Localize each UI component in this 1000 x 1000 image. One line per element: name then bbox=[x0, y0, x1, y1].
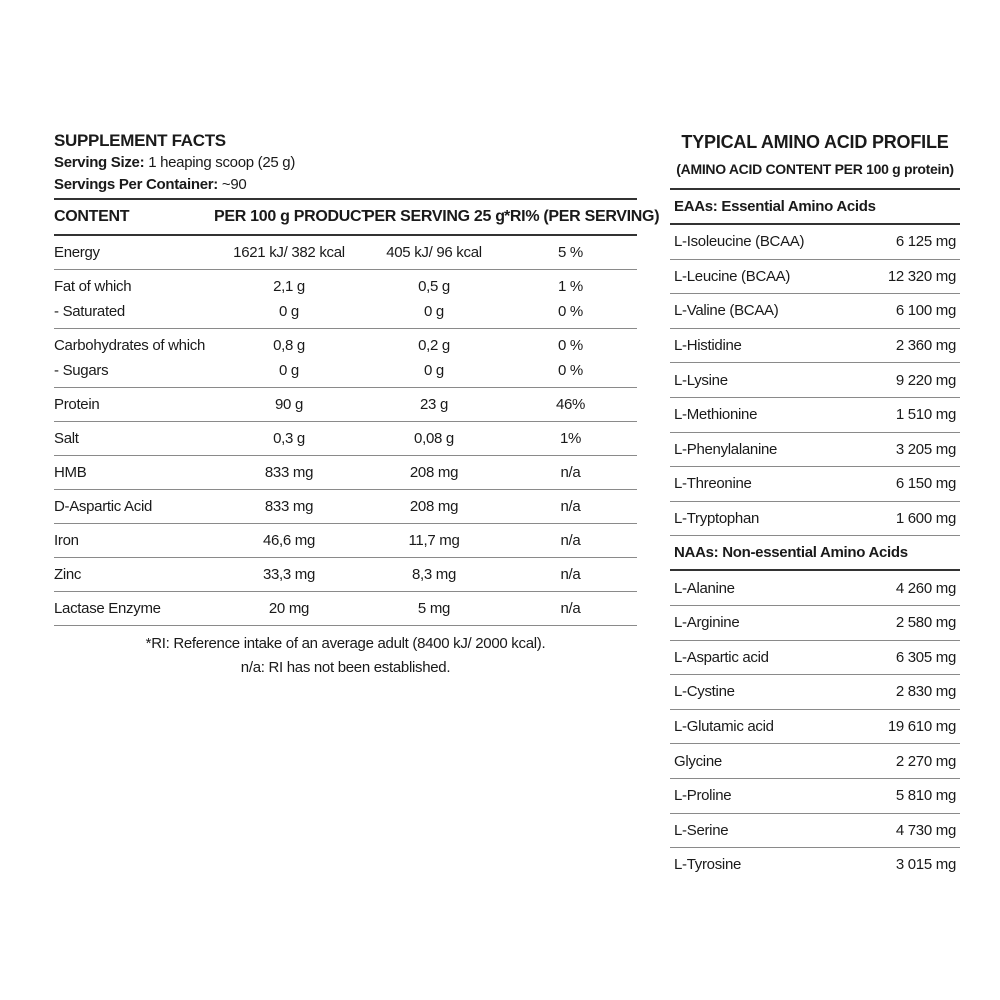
per-serving-value: 11,7 mg bbox=[408, 532, 460, 549]
amino-acid-row bbox=[670, 363, 960, 398]
amino-acid-value: 2 580 mg bbox=[895, 614, 956, 632]
amino-acid-row bbox=[670, 502, 960, 537]
table-row bbox=[54, 270, 637, 329]
per-serving-value: 5 mg bbox=[417, 600, 451, 617]
nutrient-name-cell bbox=[54, 422, 214, 456]
amino-acid-name: L-Leucine (BCAA) bbox=[674, 267, 791, 285]
amino-acid-row bbox=[670, 260, 960, 295]
serving-size-label: Serving Size: bbox=[54, 154, 145, 171]
amino-acid-subtitle: (AMINO ACID CONTENT PER 100 g protein) bbox=[676, 161, 954, 177]
amino-acid-row bbox=[670, 225, 960, 260]
per-serving-value: 0,2 g bbox=[418, 337, 450, 354]
ri-percent-value-cell bbox=[504, 388, 637, 422]
amino-acid-row bbox=[670, 398, 960, 433]
ri-percent-value: 1% bbox=[559, 430, 582, 447]
ri-percent-value-cell bbox=[504, 524, 637, 558]
per-100g-value: 20 mg bbox=[268, 600, 310, 617]
ri-percent-value: 46% bbox=[555, 396, 586, 413]
supplement-facts-table bbox=[54, 200, 660, 626]
per-serving-value-cell bbox=[364, 329, 504, 388]
per-100g-value: 90 g bbox=[275, 396, 303, 413]
serving-size-line bbox=[54, 152, 637, 174]
nutrient-name-cell bbox=[54, 524, 214, 558]
servings-per-container-line bbox=[54, 174, 637, 196]
nutrient-name: Energy bbox=[54, 244, 100, 261]
per-100g-value: 33,3 mg bbox=[262, 566, 316, 583]
header-per-100g: PER 100 g PRODUCT bbox=[214, 200, 364, 235]
per-serving-value: 8,3 mg bbox=[411, 566, 457, 583]
per-serving-value-cell bbox=[364, 456, 504, 490]
nutrient-name-cell bbox=[54, 388, 214, 422]
per-100g-value: 2,1 g bbox=[273, 278, 305, 295]
ri-percent-value: n/a bbox=[560, 532, 581, 549]
amino-acid-name: L-Phenylalanine bbox=[674, 440, 778, 458]
per-100g-value-cell bbox=[214, 270, 364, 329]
amino-acid-name: L-Lysine bbox=[674, 371, 728, 389]
per-serving-value-cell bbox=[364, 270, 504, 329]
amino-acid-row bbox=[670, 641, 960, 676]
per-serving-value-cell bbox=[364, 388, 504, 422]
per-serving-value: 0,5 g bbox=[418, 278, 450, 295]
amino-acid-value: 2 270 mg bbox=[895, 752, 956, 770]
per-serving-value: 405 kJ/ 96 kcal bbox=[386, 244, 482, 261]
header-ri-percent: *RI% (PER SERVING) bbox=[504, 200, 637, 235]
naa-section-heading: NAAs: Non-essential Amino Acids bbox=[670, 536, 960, 571]
amino-acid-value: 6 305 mg bbox=[895, 648, 956, 666]
nutrient-name-cell bbox=[54, 558, 214, 592]
serving-size-value: 1 heaping scoop (25 g) bbox=[148, 154, 296, 171]
nutrient-name-cell bbox=[54, 235, 214, 270]
header-per-serving: PER SERVING 25 g bbox=[364, 200, 504, 235]
eaa-list bbox=[670, 225, 960, 536]
per-100g-value-cell bbox=[214, 235, 364, 270]
servings-per-container-label: Servings Per Container: bbox=[54, 176, 218, 193]
per-serving-value-sub: 0 g bbox=[424, 362, 444, 379]
nutrient-name-cell bbox=[54, 270, 214, 329]
table-row bbox=[54, 422, 637, 456]
per-100g-value-cell bbox=[214, 558, 364, 592]
ri-percent-value: n/a bbox=[560, 464, 581, 481]
amino-acid-row bbox=[670, 814, 960, 849]
amino-acid-name: L-Glutamic acid bbox=[674, 718, 774, 736]
footnote-na: n/a: RI has not been established. bbox=[240, 659, 451, 676]
per-100g-value: 1621 kJ/ 382 kcal bbox=[233, 244, 345, 261]
per-100g-value: 833 mg bbox=[264, 498, 314, 515]
nutrient-name: HMB bbox=[54, 464, 87, 481]
ri-percent-value: 5 % bbox=[558, 244, 583, 261]
ri-percent-value: 0 % bbox=[558, 337, 583, 354]
amino-acid-name: L-Serine bbox=[674, 821, 729, 839]
per-100g-value-cell bbox=[214, 388, 364, 422]
table-body bbox=[54, 235, 637, 626]
table-row bbox=[54, 329, 637, 388]
ri-percent-value-cell bbox=[504, 235, 637, 270]
table-row bbox=[54, 388, 637, 422]
ri-percent-value-sub: 0 % bbox=[558, 362, 583, 379]
amino-acid-row bbox=[670, 329, 960, 364]
per-serving-value-sub: 0 g bbox=[424, 303, 444, 320]
ri-percent-value-cell bbox=[504, 456, 637, 490]
per-100g-value-cell bbox=[214, 524, 364, 558]
amino-acid-value: 2 830 mg bbox=[895, 683, 956, 701]
per-serving-value: 23 g bbox=[420, 396, 448, 413]
amino-acid-row bbox=[670, 710, 960, 745]
amino-acid-row bbox=[670, 606, 960, 641]
amino-acid-name: L-Methionine bbox=[674, 406, 758, 424]
amino-acid-value: 5 810 mg bbox=[895, 787, 956, 805]
amino-acid-name: L-Valine (BCAA) bbox=[674, 302, 779, 320]
amino-acid-value: 4 260 mg bbox=[895, 579, 956, 597]
amino-acid-value: 6 125 mg bbox=[895, 233, 956, 251]
ri-percent-value: n/a bbox=[560, 498, 581, 515]
amino-acid-title: TYPICAL AMINO ACID PROFILE bbox=[681, 132, 949, 152]
nutrient-name: Iron bbox=[54, 532, 79, 549]
amino-acid-name: L-Tyrosine bbox=[674, 856, 742, 874]
eaa-section-heading: EAAs: Essential Amino Acids bbox=[670, 190, 960, 225]
ri-percent-value-cell bbox=[504, 329, 637, 388]
header-content: CONTENT bbox=[54, 200, 214, 235]
table-row bbox=[54, 592, 637, 626]
amino-acid-name: L-Aspartic acid bbox=[674, 648, 769, 666]
amino-acid-name: L-Histidine bbox=[674, 337, 742, 355]
amino-acid-row bbox=[670, 744, 960, 779]
supplement-facts-panel bbox=[54, 130, 660, 680]
nutrient-name-sub: - Saturated bbox=[54, 303, 125, 320]
per-serving-value-cell bbox=[364, 235, 504, 270]
ri-percent-value-cell bbox=[504, 490, 637, 524]
per-100g-value-cell bbox=[214, 592, 364, 626]
naa-list bbox=[670, 571, 960, 881]
nutrient-name: Protein bbox=[54, 396, 100, 413]
ri-percent-value: n/a bbox=[560, 566, 581, 583]
ri-percent-value: 1 % bbox=[558, 278, 583, 295]
amino-acid-panel bbox=[670, 128, 960, 882]
amino-acid-value: 3 015 mg bbox=[895, 856, 956, 874]
amino-acid-value: 1 600 mg bbox=[895, 510, 956, 528]
amino-acid-row bbox=[670, 467, 960, 502]
amino-acid-value: 19 610 mg bbox=[887, 718, 956, 736]
table-row bbox=[54, 558, 637, 592]
nutrient-name-cell bbox=[54, 456, 214, 490]
supplement-facts-title: SUPPLEMENT FACTS bbox=[54, 131, 226, 150]
nutrient-name: Carbohydrates of which bbox=[54, 337, 205, 354]
per-serving-value-cell bbox=[364, 524, 504, 558]
amino-acid-name: L-Proline bbox=[674, 787, 732, 805]
amino-acid-value: 1 510 mg bbox=[895, 406, 956, 424]
per-100g-value-cell bbox=[214, 329, 364, 388]
amino-acid-row bbox=[670, 571, 960, 606]
ri-percent-value-cell bbox=[504, 558, 637, 592]
per-serving-value-cell bbox=[364, 558, 504, 592]
per-serving-value: 208 mg bbox=[409, 498, 459, 515]
per-serving-value-cell bbox=[364, 592, 504, 626]
per-100g-value: 46,6 mg bbox=[262, 532, 316, 549]
amino-acid-name: L-Cystine bbox=[674, 683, 735, 701]
nutrient-name: Fat of which bbox=[54, 278, 132, 295]
amino-acid-row bbox=[670, 433, 960, 468]
nutrient-name: Zinc bbox=[54, 566, 82, 583]
amino-acid-value: 4 730 mg bbox=[895, 821, 956, 839]
nutrient-name: D-Aspartic Acid bbox=[54, 498, 153, 515]
amino-acid-value: 6 100 mg bbox=[895, 302, 956, 320]
per-100g-value-cell bbox=[214, 422, 364, 456]
table-row bbox=[54, 235, 637, 270]
footnotes bbox=[54, 632, 637, 680]
nutrient-name-cell bbox=[54, 490, 214, 524]
servings-per-container-value: ~90 bbox=[221, 176, 247, 193]
ri-percent-value: n/a bbox=[560, 600, 581, 617]
amino-acid-value: 3 205 mg bbox=[895, 440, 956, 458]
amino-acid-row bbox=[670, 675, 960, 710]
ri-percent-value-cell bbox=[504, 592, 637, 626]
amino-acid-value: 6 150 mg bbox=[895, 475, 956, 493]
amino-acid-row bbox=[670, 294, 960, 329]
amino-acid-name: L-Tryptophan bbox=[674, 510, 760, 528]
amino-acid-name: L-Alanine bbox=[674, 579, 735, 597]
table-row bbox=[54, 490, 637, 524]
table-row bbox=[54, 524, 637, 558]
nutrient-name-cell bbox=[54, 592, 214, 626]
table-row bbox=[54, 456, 637, 490]
footnote-ri: *RI: Reference intake of an average adult (8400 kJ/ 2000 kcal). bbox=[145, 635, 546, 652]
nutrient-name-cell bbox=[54, 329, 214, 388]
per-100g-value: 0,3 g bbox=[273, 430, 305, 447]
nutrient-name: Salt bbox=[54, 430, 79, 447]
per-100g-value: 833 mg bbox=[264, 464, 314, 481]
ri-percent-value-sub: 0 % bbox=[558, 303, 583, 320]
ri-percent-value-cell bbox=[504, 422, 637, 456]
amino-acid-name: L-Arginine bbox=[674, 614, 740, 632]
amino-acid-name: L-Isoleucine (BCAA) bbox=[674, 233, 805, 251]
amino-acid-name: L-Threonine bbox=[674, 475, 752, 493]
per-serving-value: 0,08 g bbox=[414, 430, 454, 447]
amino-acid-row bbox=[670, 848, 960, 882]
amino-acid-value: 2 360 mg bbox=[895, 337, 956, 355]
per-100g-value-cell bbox=[214, 490, 364, 524]
amino-acid-row bbox=[670, 779, 960, 814]
per-serving-value: 208 mg bbox=[409, 464, 459, 481]
per-100g-value-sub: 0 g bbox=[279, 303, 299, 320]
amino-acid-value: 12 320 mg bbox=[887, 267, 956, 285]
per-serving-value-cell bbox=[364, 422, 504, 456]
per-100g-value: 0,8 g bbox=[273, 337, 305, 354]
per-100g-value-sub: 0 g bbox=[279, 362, 299, 379]
ri-percent-value-cell bbox=[504, 270, 637, 329]
amino-acid-value: 9 220 mg bbox=[895, 371, 956, 389]
table-header-row bbox=[54, 200, 637, 235]
amino-acid-name: Glycine bbox=[674, 752, 722, 770]
per-100g-value-cell bbox=[214, 456, 364, 490]
nutrient-name-sub: - Sugars bbox=[54, 362, 109, 379]
nutrient-name: Lactase Enzyme bbox=[54, 600, 161, 617]
per-serving-value-cell bbox=[364, 490, 504, 524]
